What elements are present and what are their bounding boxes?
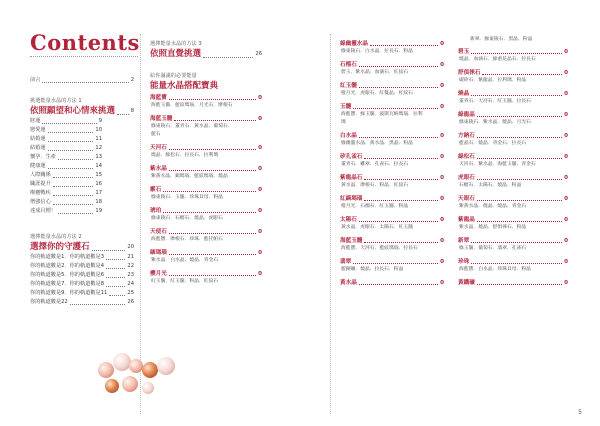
gem-pairing-line: 紫黃水晶．燒晶．燒晶．青金石 [459, 204, 527, 209]
column-2 [150, 40, 262, 291]
gem-entry [340, 279, 444, 287]
gem-entry-heading[interactable]: 海藍玉髓 0 [150, 116, 262, 122]
bead [157, 357, 175, 375]
bead [113, 353, 131, 371]
gem-entry-heading[interactable]: 碧玉 0 [458, 49, 568, 55]
method1-small: 挑選能量水晶的方法 1 [30, 98, 82, 104]
toc-row[interactable]: 達成目標！ 19 [30, 208, 102, 214]
gem-pairing-line: 綠東陵石．石榴石．燒晶．虎眼石 [151, 216, 223, 221]
gem-entry-heading[interactable]: 玉髓 0 [340, 104, 444, 110]
crystal-beads-image [92, 340, 212, 400]
gem-pairing-line: 海藍寶．綠玉髓．波斯瓦納瑪瑙．拉利 [341, 112, 423, 117]
gem-pairing-line: 綠玉髓．葡萄石．翡翠．孔雀石 [459, 246, 527, 251]
gem-pairing-line: 紅玉髓．紅玉髓．粉晶．紅紋石 [151, 279, 219, 284]
toc-row[interactable]: 增強信心 18 [30, 199, 102, 205]
gem-entry-heading[interactable]: 紅縞瑪瑙 0 [340, 196, 444, 202]
method1-heading[interactable]: 依照願望和心情來挑選 8 [30, 106, 134, 116]
encyclopedia-heading: 能量水晶搭配寶典 [150, 81, 219, 91]
column-3 [340, 40, 444, 292]
toc-row[interactable]: 財運 9 [30, 118, 102, 124]
gem-pairing-line: 紫水晶．燒晶．舒俱徠石．粉晶 [459, 225, 527, 230]
gem-entry [340, 153, 444, 169]
method3-small: 選擇能量水晶的方法 3 [150, 41, 202, 47]
column-4-entries [458, 48, 568, 287]
gem-pairing-line: 天河石．紫水晶．海藍玉髓．青金石 [459, 162, 536, 167]
page-title: Contents [30, 30, 140, 55]
gem-entry [150, 270, 262, 286]
gem-entry [340, 216, 444, 232]
gem-entry [458, 111, 568, 127]
method2-heading[interactable]: 選擇你的守護石 20 [30, 242, 134, 252]
bead [98, 362, 114, 378]
gem-pairing-line: 燒晶．血滴石．綠重花晶石．拉長石 [459, 57, 536, 62]
gem-entry-heading[interactable]: 翡翠 0 [340, 259, 444, 265]
gem-pairing-line: 碳矽石．紫龍晶．拉利瑪．粉晶 [459, 78, 527, 83]
gem-pairing-line: 藍石 [151, 132, 161, 137]
page-number: 5 [578, 409, 582, 416]
gem-pairing-line: 碧玉．紫水晶．血滴石．紅紋石 [341, 70, 409, 75]
toc-row[interactable]: 你的軌道數是9．你的軌道數是11 25 [30, 290, 134, 296]
gem-entry [340, 195, 444, 211]
toc-row[interactable]: 你的軌道數是2．你的軌道數是4 22 [30, 263, 134, 269]
gem-entry [340, 174, 444, 190]
encyclopedia-small: 給你滿滿的必要能量 [150, 73, 197, 79]
gem-entry [150, 207, 262, 223]
gem-entry [340, 82, 444, 98]
gem-entry [150, 165, 262, 181]
gem-pairing-line: 紫黃水晶．鎢瑪瑙．藍紋瑪瑙．燒晶 [151, 174, 228, 179]
gem-entry [458, 279, 568, 287]
top-line: 新翠．綠東陵石．黑晶．粉晶 [470, 37, 533, 42]
title-rule [30, 56, 138, 57]
column-3-entries [340, 40, 444, 287]
gem-entry-heading[interactable]: 黃水晶 0 [340, 280, 444, 286]
toc-row[interactable]: 戀愛運 10 [30, 127, 102, 133]
gem-pairing-line: 橙月光．石榴石．紅玉髓．粉晶 [341, 204, 409, 209]
method1-list [30, 117, 102, 216]
gem-entry-heading[interactable]: 紅玉髓 0 [340, 83, 444, 89]
gem-entry-heading[interactable]: 櫻月光 0 [150, 271, 262, 277]
gem-entry [458, 90, 568, 106]
toc-row-preface[interactable]: 前言 2 [30, 77, 134, 83]
column-1 [30, 76, 134, 307]
gem-pairing-line: 燒晶．綠松石．拉長石．拉利瑪 [151, 153, 219, 158]
gem-entry [458, 195, 568, 211]
toc-row[interactable]: 你的軌道數是22 26 [30, 299, 134, 305]
gem-entry-heading[interactable]: 新翠 0 [458, 238, 568, 244]
gem-entry [458, 237, 568, 253]
toc-row[interactable]: 人際關係 15 [30, 172, 102, 178]
gem-entry [458, 153, 568, 169]
gem-entry [458, 69, 568, 85]
gem-entry [458, 216, 568, 232]
column-4 [458, 36, 568, 292]
gem-entry-heading[interactable]: 天眼石 0 [458, 196, 568, 202]
gem-entry-heading[interactable]: 燒晶 0 [458, 91, 568, 97]
gem-pairing-line: 董青石．雞翠．孔雀石．拉長石 [341, 162, 409, 167]
gem-entry [340, 237, 444, 253]
gem-pairing-line: 海藍寶．摩根石．珍珠．藍托帕石 [151, 237, 223, 242]
gem-pairing-line: 藍銅礦．燒晶．拉長石．粉晶 [341, 267, 404, 272]
gem-entry-heading[interactable]: 天使石 0 [150, 229, 262, 235]
gem-entry [150, 144, 262, 160]
gem-entry-heading[interactable]: 霰石 0 [150, 187, 262, 193]
gem-pairing-line: 海藍玉髓．藍紋瑪瑙．月光石．摩根石 [151, 103, 233, 108]
gem-entry-heading[interactable]: 綠松石 0 [458, 154, 568, 160]
toc-row[interactable]: 你的軌道數是7．你的軌道數是8 24 [30, 281, 134, 287]
gem-entry [150, 186, 262, 202]
gem-pairing-line: 綠東陵石．董青石．黃水晶．葡萄石． [151, 124, 233, 129]
gem-pairing-line: 海藍寶．白水晶．珍珠貝母．粉晶 [459, 267, 531, 272]
gem-pairing-line: 黃水晶．摩根石．粉晶．紅紋石 [341, 183, 409, 188]
gem-entry-heading[interactable]: 海藍玉髓 0 [340, 238, 444, 244]
gem-entry-heading[interactable]: 珍珠 0 [458, 259, 568, 265]
toc-row[interactable]: 健康運 14 [30, 163, 102, 169]
toc-row[interactable]: 療癒戰疾 17 [30, 190, 102, 196]
gem-entry [340, 40, 444, 56]
column-2-entries [150, 94, 262, 286]
gem-pairing-line: 橙月光．虎眼石．紅髮晶．紅紋石 [341, 91, 413, 96]
gem-entry-heading[interactable]: 綠幽靈水晶 0 [340, 41, 444, 47]
gem-entry-heading[interactable]: 琥珀 0 [150, 208, 262, 214]
toc-row[interactable]: 職涯提升 16 [30, 181, 102, 187]
gem-entry-heading[interactable]: 緬瑪瑙 0 [150, 250, 262, 256]
gem-entry-heading[interactable]: 矽孔雀石 0 [340, 154, 444, 160]
gem-entry [340, 103, 444, 127]
gem-entry [458, 258, 568, 274]
gem-entry [458, 174, 568, 190]
gem-entry-heading[interactable]: 海藍寶 0 [150, 95, 262, 101]
gem-entry [150, 94, 262, 110]
gem-pairing-line: 海藍寶．天河石．藍紋瑪瑙．拉長石 [341, 246, 418, 251]
toc-row[interactable]: 結婚運 12 [30, 145, 102, 151]
gem-entry-heading[interactable]: 紫龍晶石 0 [340, 175, 444, 181]
bead [122, 376, 138, 392]
toc-row[interactable]: 你的軌道數是5．你的軌道數是6 23 [30, 272, 134, 278]
gem-pairing-line: 綠東陵石．玉髓．珍珠貝母．粉晶 [151, 195, 223, 200]
gem-entry [150, 115, 262, 139]
method3-heading[interactable]: 依照直覺挑選 26 [150, 49, 262, 59]
gem-pairing-line: 黃水晶．虎眼石．太陽石．紅玉髓 [341, 225, 413, 230]
toc-row[interactable]: 你的軌道數是1．你的軌道數是3 21 [30, 254, 134, 260]
gem-entry [458, 132, 568, 148]
gem-entry-heading[interactable]: 虎眼石 0 [458, 175, 568, 181]
gem-pairing-line: 藍晶石．燒晶．青金石．拉長石 [459, 141, 527, 146]
gem-entry-heading[interactable]: 方鈉石 0 [458, 133, 568, 139]
bead [142, 362, 158, 378]
gem-entry-heading[interactable]: 紫水晶 0 [150, 166, 262, 172]
gem-entry [150, 249, 262, 265]
gem-entry-heading[interactable]: 太陽石 0 [340, 217, 444, 223]
gem-pairing-line: 綠幽靈水晶．黃水晶．黑晶．粉晶 [341, 141, 413, 146]
gem-entry-heading[interactable]: 黃鐵礦 0 [458, 280, 568, 286]
gem-pairing-line: 石榴石．太陽石．燒晶．粉晶 [459, 183, 522, 188]
gem-entry [340, 258, 444, 274]
bead [105, 379, 119, 393]
gem-pairing-line: 綠東陵石．紫水晶．燒晶．月光石 [459, 120, 531, 125]
gem-entry-heading[interactable]: 舒俱徠石 0 [458, 70, 568, 76]
gem-pairing-line: 紫水晶．白水晶．燒晶．青金石 [151, 258, 219, 263]
gem-entry [340, 61, 444, 77]
toc-row[interactable]: 懷孕．生產 13 [30, 154, 102, 160]
gem-entry [458, 48, 568, 64]
gem-entry [150, 228, 262, 244]
gem-pairing-line: 綠東陵石．白水晶．拉長石．粉晶 [341, 49, 413, 54]
toc-row[interactable]: 結婚運 11 [30, 136, 102, 142]
gem-entry-heading[interactable]: 石榴石 0 [340, 62, 444, 68]
gem-entry-heading[interactable]: 白水晶 0 [340, 133, 444, 139]
gem-entry [340, 132, 444, 148]
gem-pairing-line: 董青石．天河石．紅玉髓．拉長石 [459, 99, 531, 104]
method2-small: 選擇能量水晶的方法 2 [30, 234, 82, 240]
bead [142, 382, 154, 394]
gem-entry-heading[interactable]: 天河石 0 [150, 145, 262, 151]
gem-entry-heading[interactable]: 綠龍晶 0 [458, 112, 568, 118]
column-divider [330, 34, 331, 414]
gem-entry-heading[interactable]: 紫龍晶 0 [458, 217, 568, 223]
gem-pairing-line: 瑪 [341, 120, 346, 125]
method2-list [30, 253, 134, 307]
bead [129, 359, 143, 373]
